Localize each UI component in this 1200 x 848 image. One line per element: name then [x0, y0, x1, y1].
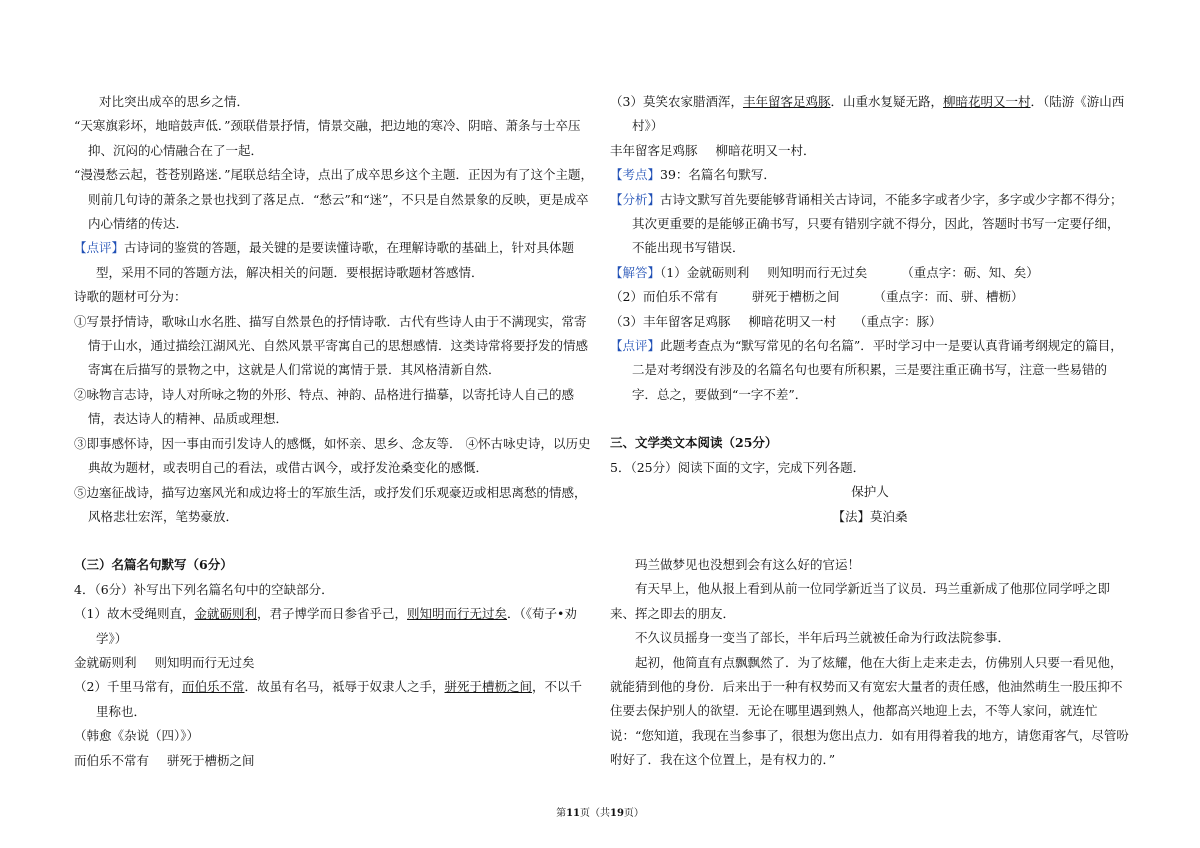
- analysis-paragraph: [610, 188, 1130, 261]
- comment-text-right: 此题考查点为“默写常见的名句名篇”．平时学习中一是要认真背诵考纲规定的篇目，二是对考纲没有涉及的名篇名句也要有所积累，三是要注重正确书写，注意一些易错的字．总之，要做到“一字不差”．: [632, 338, 1123, 402]
- page-footer: [0, 804, 1200, 819]
- theme-1: ①写景抒情诗，歌咏山水名胜、描写自然景色的抒情诗歌．古代有些诗人由于不满现实，常寄情于山水，通过描绘江湖风光、自然风景平寄寓自己的思想感情．这类诗常将要抒发的情感寄寓在后描写的景物之中，这就是人们常说的寓情于景．其风格清新自然．: [74, 313, 589, 378]
- solution-line-1: [610, 261, 1130, 285]
- solution-3-a: （3）丰年留客足鸡豚: [610, 313, 731, 329]
- footer-pre: 第: [556, 808, 567, 819]
- themes-heading: 诗歌的题材可分为：: [74, 289, 187, 305]
- solution-1-b: 则知明而行无过矣: [767, 264, 868, 280]
- comment-tag-right: 【点评】: [610, 338, 661, 354]
- theme-4: ⑤边塞征战诗，描写边塞风光和成边将士的军旅生活，或抒发们乐观豪迈或相思离愁的情感，风格悲壮宏浑，笔势豪放．: [74, 484, 587, 524]
- answer-1-b: 则知明而行无过矣: [154, 654, 255, 670]
- section-title-literary-reading: 三、文学类文本阅读（25分）: [610, 435, 778, 451]
- solution-line-3: [610, 310, 1130, 334]
- test-point: [610, 163, 1130, 187]
- solution-3-b: 柳暗花明又一村: [748, 313, 836, 329]
- comment-paragraph: [74, 236, 594, 285]
- analysis-tag: 【分析】: [610, 191, 661, 207]
- answer-3: [610, 139, 1130, 163]
- answer-2-b: 骈死于槽枥之间: [167, 752, 255, 768]
- q4-3-blank-2: 柳暗花明又一村: [943, 94, 1031, 109]
- section-title-famous-lines: （三）名篇名句默写（6分）: [74, 557, 233, 573]
- theme-2: ②咏物言志诗，诗人对所咏之物的外形、特点、神韵、品格进行描摹，以寄托诗人自己的感情，表达诗人的精神、品质或理想．: [74, 386, 575, 427]
- analysis-line-3: “漫漫愁云起，苍苍别路迷．”尾联总结全诗，点出了成卒思乡这个主题．正因为有了这个主题，则前几句诗的萧条之景也找到了落足点．“愁云”和“迷”，不只是自然景象的反映，更是成卒内心情绪的传达．: [74, 167, 594, 232]
- comment-tag: 【点评】: [74, 240, 125, 256]
- q4-3-blank-1: 丰年留客足鸡豚: [742, 94, 831, 109]
- analysis-line-2: “天寒旗彩坏，地暗鼓声低．”颈联借景抒情，情景交融，把边地的寒冷、阴暗、萧条与士卒压抑、沉闷的心情融合在了一起．: [74, 118, 581, 158]
- solution-2-a: （2）而伯乐不常有: [610, 289, 718, 305]
- story-paragraph-2: 有天早上，他从报上看到从前一位同学新近当了议员．玛兰重新成了他那位同学呼之即来、挥之即去的朋友．: [610, 581, 1111, 621]
- answer-2-a: 而伯乐不常有: [74, 752, 150, 768]
- question-4: 4．（6分）补写出下列名篇名句中的空缺部分．: [74, 581, 334, 597]
- footer-post: 页）: [623, 808, 644, 819]
- test-point-tag: 【考点】: [610, 167, 661, 183]
- q4-1-text-a: （1）故木受绳则直，: [74, 606, 195, 622]
- analysis-text: 古诗文默写首先要能够背诵相关古诗词，不能多字或者少字，多字或少字都不得分；其次更重要的是能够正确书写，只要有错别字就不得分，因此，答题时书写一定要仔细，不能出现书写错误．: [632, 191, 1123, 256]
- solution-1-a: （1）金就砺则利: [660, 264, 750, 280]
- q4-1-blank-2: 则知明而行无过矣: [407, 606, 508, 622]
- comment-paragraph-right: [610, 334, 1130, 407]
- answer-1: [74, 651, 594, 675]
- comment-text: 古诗词的鉴赏的答题，最关键的是要读懂诗歌，在理解诗歌的基础上，针对具体题型，采用不同的答题方法，解决相关的问题．要根据诗歌题材答感情．: [96, 240, 575, 280]
- q4-2-text-a: （2）千里马常有，: [74, 679, 182, 695]
- right-column: [610, 90, 1130, 773]
- question-4-3: [610, 90, 1130, 139]
- solution-1-c: （重点字：砺、知、矣）: [901, 264, 1039, 280]
- page-total: 19: [610, 808, 624, 819]
- answer-2: [74, 749, 594, 773]
- answer-3-a: 丰年留客足鸡豚: [610, 142, 698, 158]
- q4-1-blank-1: 金就砺则利: [194, 606, 257, 622]
- story-paragraph-4: 起初，他简直有点飘飘然了．为了炫耀，他在大街上走来走去，仿佛别人只要一看见他，就能猜到他的身份．后来出于一种有权势而又有宽宏大量者的责任感，他油然萌生一股压抑不住要去保护别人的欲望．无论在哪里遇到熟人，他都高兴地迎上去，不等人家问，就连忙说：“您知道，我现在当参事了，很想为您出点力．如有用得着我的地方，请您甭客气，尽管吩咐好了．我在这个位置上，是有权力的．”: [610, 654, 1129, 768]
- solution-line-2: [610, 285, 1130, 309]
- page-number: 11: [566, 808, 580, 819]
- solution-3-c: （重点字：豚）: [853, 313, 942, 329]
- solution-2-b: 骈死于槽枥之间: [751, 289, 840, 305]
- q4-2-blank-1: 而伯乐不常: [181, 679, 245, 695]
- question-4-2: [74, 675, 594, 724]
- answer-3-b: 柳暗花明又一村．: [715, 142, 816, 158]
- q4-2-blank-2: 骈死于槽枥之间: [444, 679, 533, 695]
- solution-tag: 【解答】: [610, 264, 661, 280]
- story-paragraph-1: 玛兰做梦见也没想到会有这么好的官运！: [635, 556, 861, 572]
- question-5: 5．（25分）阅读下面的文字，完成下列各题．: [610, 459, 866, 475]
- test-point-text: 39：名篇名句默写．: [660, 167, 776, 183]
- footer-mid: 页（共: [580, 808, 610, 819]
- question-4-1: [74, 602, 594, 651]
- question-4-2-source: （韩愈《杂说（四）》）: [74, 728, 200, 744]
- solution-2-c: （重点字：而、骈、槽枥）: [873, 289, 1024, 305]
- q4-2-text-c: ，不以千里称也．: [96, 679, 583, 719]
- answer-1-a: 金就砺则利: [74, 654, 137, 670]
- story-author: 【法】莫泊桑: [832, 508, 908, 524]
- q4-3-text-c: ．（陆游《游山西村》）: [632, 94, 1125, 134]
- q4-3-text-b: ．山重水复疑无路，: [830, 94, 943, 109]
- theme-3: ③即事感怀诗，因一事由而引发诗人的感慨，如怀亲、思乡、念友等． ④怀古咏史诗，以历史典故为题材，或表明自己的看法，或借古讽今，或抒发沧桑变化的感慨．: [74, 435, 591, 476]
- q4-2-text-b: ．故虽有名马，祗辱于奴隶人之手，: [244, 679, 445, 695]
- left-column: [74, 90, 594, 773]
- analysis-line-1: 对比突出成卒的思乡之情．: [99, 94, 250, 109]
- story-paragraph-3: 不久议员摇身一变当了部长，半年后玛兰就被任命为行政法院参事．: [635, 630, 1011, 646]
- q4-1-text-b: ，君子博学而日参省乎己，: [256, 606, 407, 622]
- q4-3-text-a: （3）莫笑农家腊酒浑，: [610, 94, 743, 109]
- story-title: 保护人: [851, 484, 889, 500]
- q4-1-text-c: ．（《荀子•劝学》）: [96, 606, 577, 646]
